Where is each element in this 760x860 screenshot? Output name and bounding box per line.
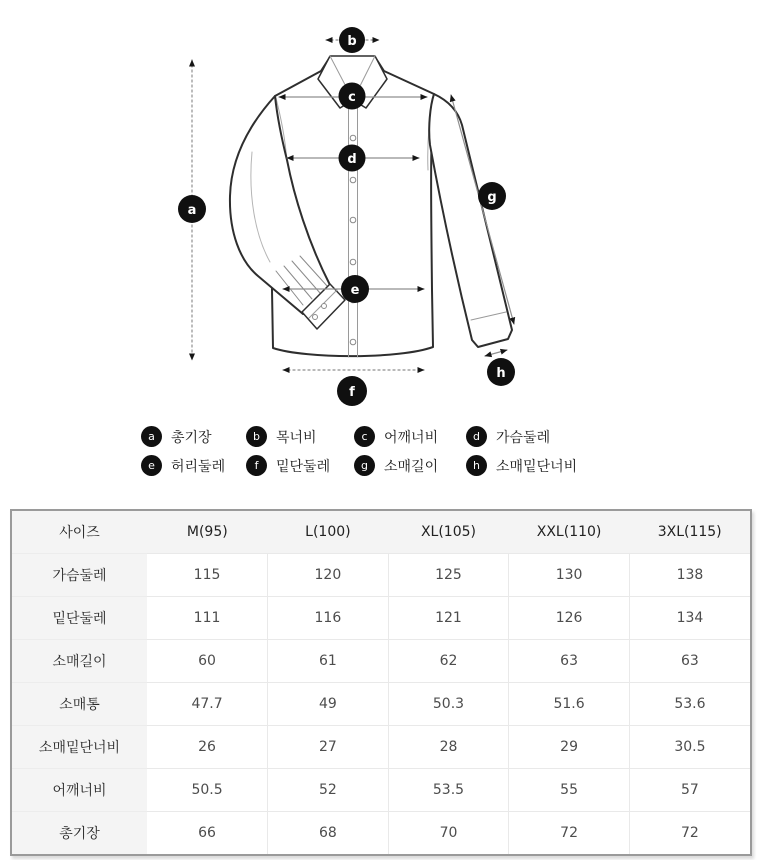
- cell-value: 61: [268, 640, 389, 683]
- legend-badge-e: e: [141, 455, 162, 476]
- cell-value: 72: [629, 812, 750, 855]
- marker-f-letter: f: [349, 385, 355, 400]
- legend-label-a: 총기장: [171, 429, 212, 446]
- table-row-total-length: [12, 812, 750, 855]
- size-table: [12, 511, 750, 854]
- cell-value: 50.3: [388, 683, 509, 726]
- legend-item-f: [246, 455, 354, 476]
- cell-value: 72: [509, 812, 630, 855]
- cell-value: 70: [388, 812, 509, 855]
- col-header-xxl: XXL(110): [509, 511, 630, 554]
- legend-badge-a: a: [141, 426, 162, 447]
- legend-row-1: [141, 426, 641, 447]
- row-label: 소매통: [12, 683, 147, 726]
- col-header-3xl: 3XL(115): [629, 511, 750, 554]
- table-row-sleeve-hem-width: [12, 726, 750, 769]
- legend-row-2: [141, 455, 641, 476]
- table-row-sleeve-length: [12, 640, 750, 683]
- row-label: 소매밑단너비: [12, 726, 147, 769]
- marker-c-letter: c: [348, 90, 356, 105]
- legend-label-b: 목너비: [276, 429, 317, 446]
- legend-item-e: [141, 455, 246, 476]
- measure-legend: [141, 426, 641, 484]
- cell-value: 27: [268, 726, 389, 769]
- cell-value: 57: [629, 769, 750, 812]
- cell-value: 63: [509, 640, 630, 683]
- row-label: 소매길이: [12, 640, 147, 683]
- legend-label-f: 밑단둘레: [276, 458, 331, 475]
- cell-value: 126: [509, 597, 630, 640]
- col-header-m: M(95): [147, 511, 268, 554]
- row-label: 가슴둘레: [12, 554, 147, 597]
- legend-label-c: 어깨너비: [384, 429, 439, 446]
- cell-value: 53.5: [388, 769, 509, 812]
- table-row-shoulder: [12, 769, 750, 812]
- cell-value: 68: [268, 812, 389, 855]
- marker-e-letter: e: [350, 283, 360, 298]
- legend-item-a: [141, 426, 246, 447]
- cell-value: 47.7: [147, 683, 268, 726]
- right-sleeve: [429, 94, 512, 347]
- cell-value: 138: [629, 554, 750, 597]
- col-header-size: 사이즈: [12, 511, 147, 554]
- cell-value: 121: [388, 597, 509, 640]
- legend-label-d: 가슴둘레: [496, 429, 551, 446]
- cell-value: 28: [388, 726, 509, 769]
- marker-g-letter: g: [487, 190, 497, 205]
- table-row-sleeve-width: [12, 683, 750, 726]
- col-header-xl: XL(105): [388, 511, 509, 554]
- legend-item-h: [466, 455, 577, 476]
- cell-value: 49: [268, 683, 389, 726]
- marker-h-letter: h: [496, 366, 506, 381]
- cell-value: 51.6: [509, 683, 630, 726]
- cell-value: 30.5: [629, 726, 750, 769]
- cell-value: 63: [629, 640, 750, 683]
- cell-value: 111: [147, 597, 268, 640]
- cell-value: 130: [509, 554, 630, 597]
- legend-label-g: 소매길이: [384, 458, 439, 475]
- legend-badge-h: h: [466, 455, 487, 476]
- row-label: 어깨너비: [12, 769, 147, 812]
- table-row-hem: [12, 597, 750, 640]
- cell-value: 50.5: [147, 769, 268, 812]
- measure-line-h: [485, 350, 507, 356]
- cell-value: 55: [509, 769, 630, 812]
- cell-value: 120: [268, 554, 389, 597]
- table-row-chest: [12, 554, 750, 597]
- legend-badge-b: b: [246, 426, 267, 447]
- row-label: 밑단둘레: [12, 597, 147, 640]
- cell-value: 26: [147, 726, 268, 769]
- row-label: 총기장: [12, 812, 147, 855]
- cell-value: 115: [147, 554, 268, 597]
- legend-badge-f: f: [246, 455, 267, 476]
- size-table-container: [10, 509, 752, 856]
- shirt-measure-diagram: [0, 0, 760, 420]
- size-table-header-row: [12, 511, 750, 554]
- legend-label-e: 허리둘레: [171, 458, 226, 475]
- marker-d-letter: d: [347, 152, 357, 167]
- legend-item-c: [354, 426, 466, 447]
- marker-a-letter: a: [187, 203, 197, 218]
- cell-value: 134: [629, 597, 750, 640]
- legend-item-b: [246, 426, 354, 447]
- marker-b-letter: b: [347, 34, 357, 49]
- legend-badge-d: d: [466, 426, 487, 447]
- cell-value: 53.6: [629, 683, 750, 726]
- legend-item-g: [354, 455, 466, 476]
- col-header-l: L(100): [268, 511, 389, 554]
- legend-badge-g: g: [354, 455, 375, 476]
- cell-value: 125: [388, 554, 509, 597]
- legend-badge-c: c: [354, 426, 375, 447]
- legend-label-h: 소매밑단너비: [496, 458, 578, 475]
- cell-value: 29: [509, 726, 630, 769]
- cell-value: 66: [147, 812, 268, 855]
- cell-value: 116: [268, 597, 389, 640]
- cell-value: 60: [147, 640, 268, 683]
- cell-value: 52: [268, 769, 389, 812]
- cell-value: 62: [388, 640, 509, 683]
- legend-item-d: [466, 426, 550, 447]
